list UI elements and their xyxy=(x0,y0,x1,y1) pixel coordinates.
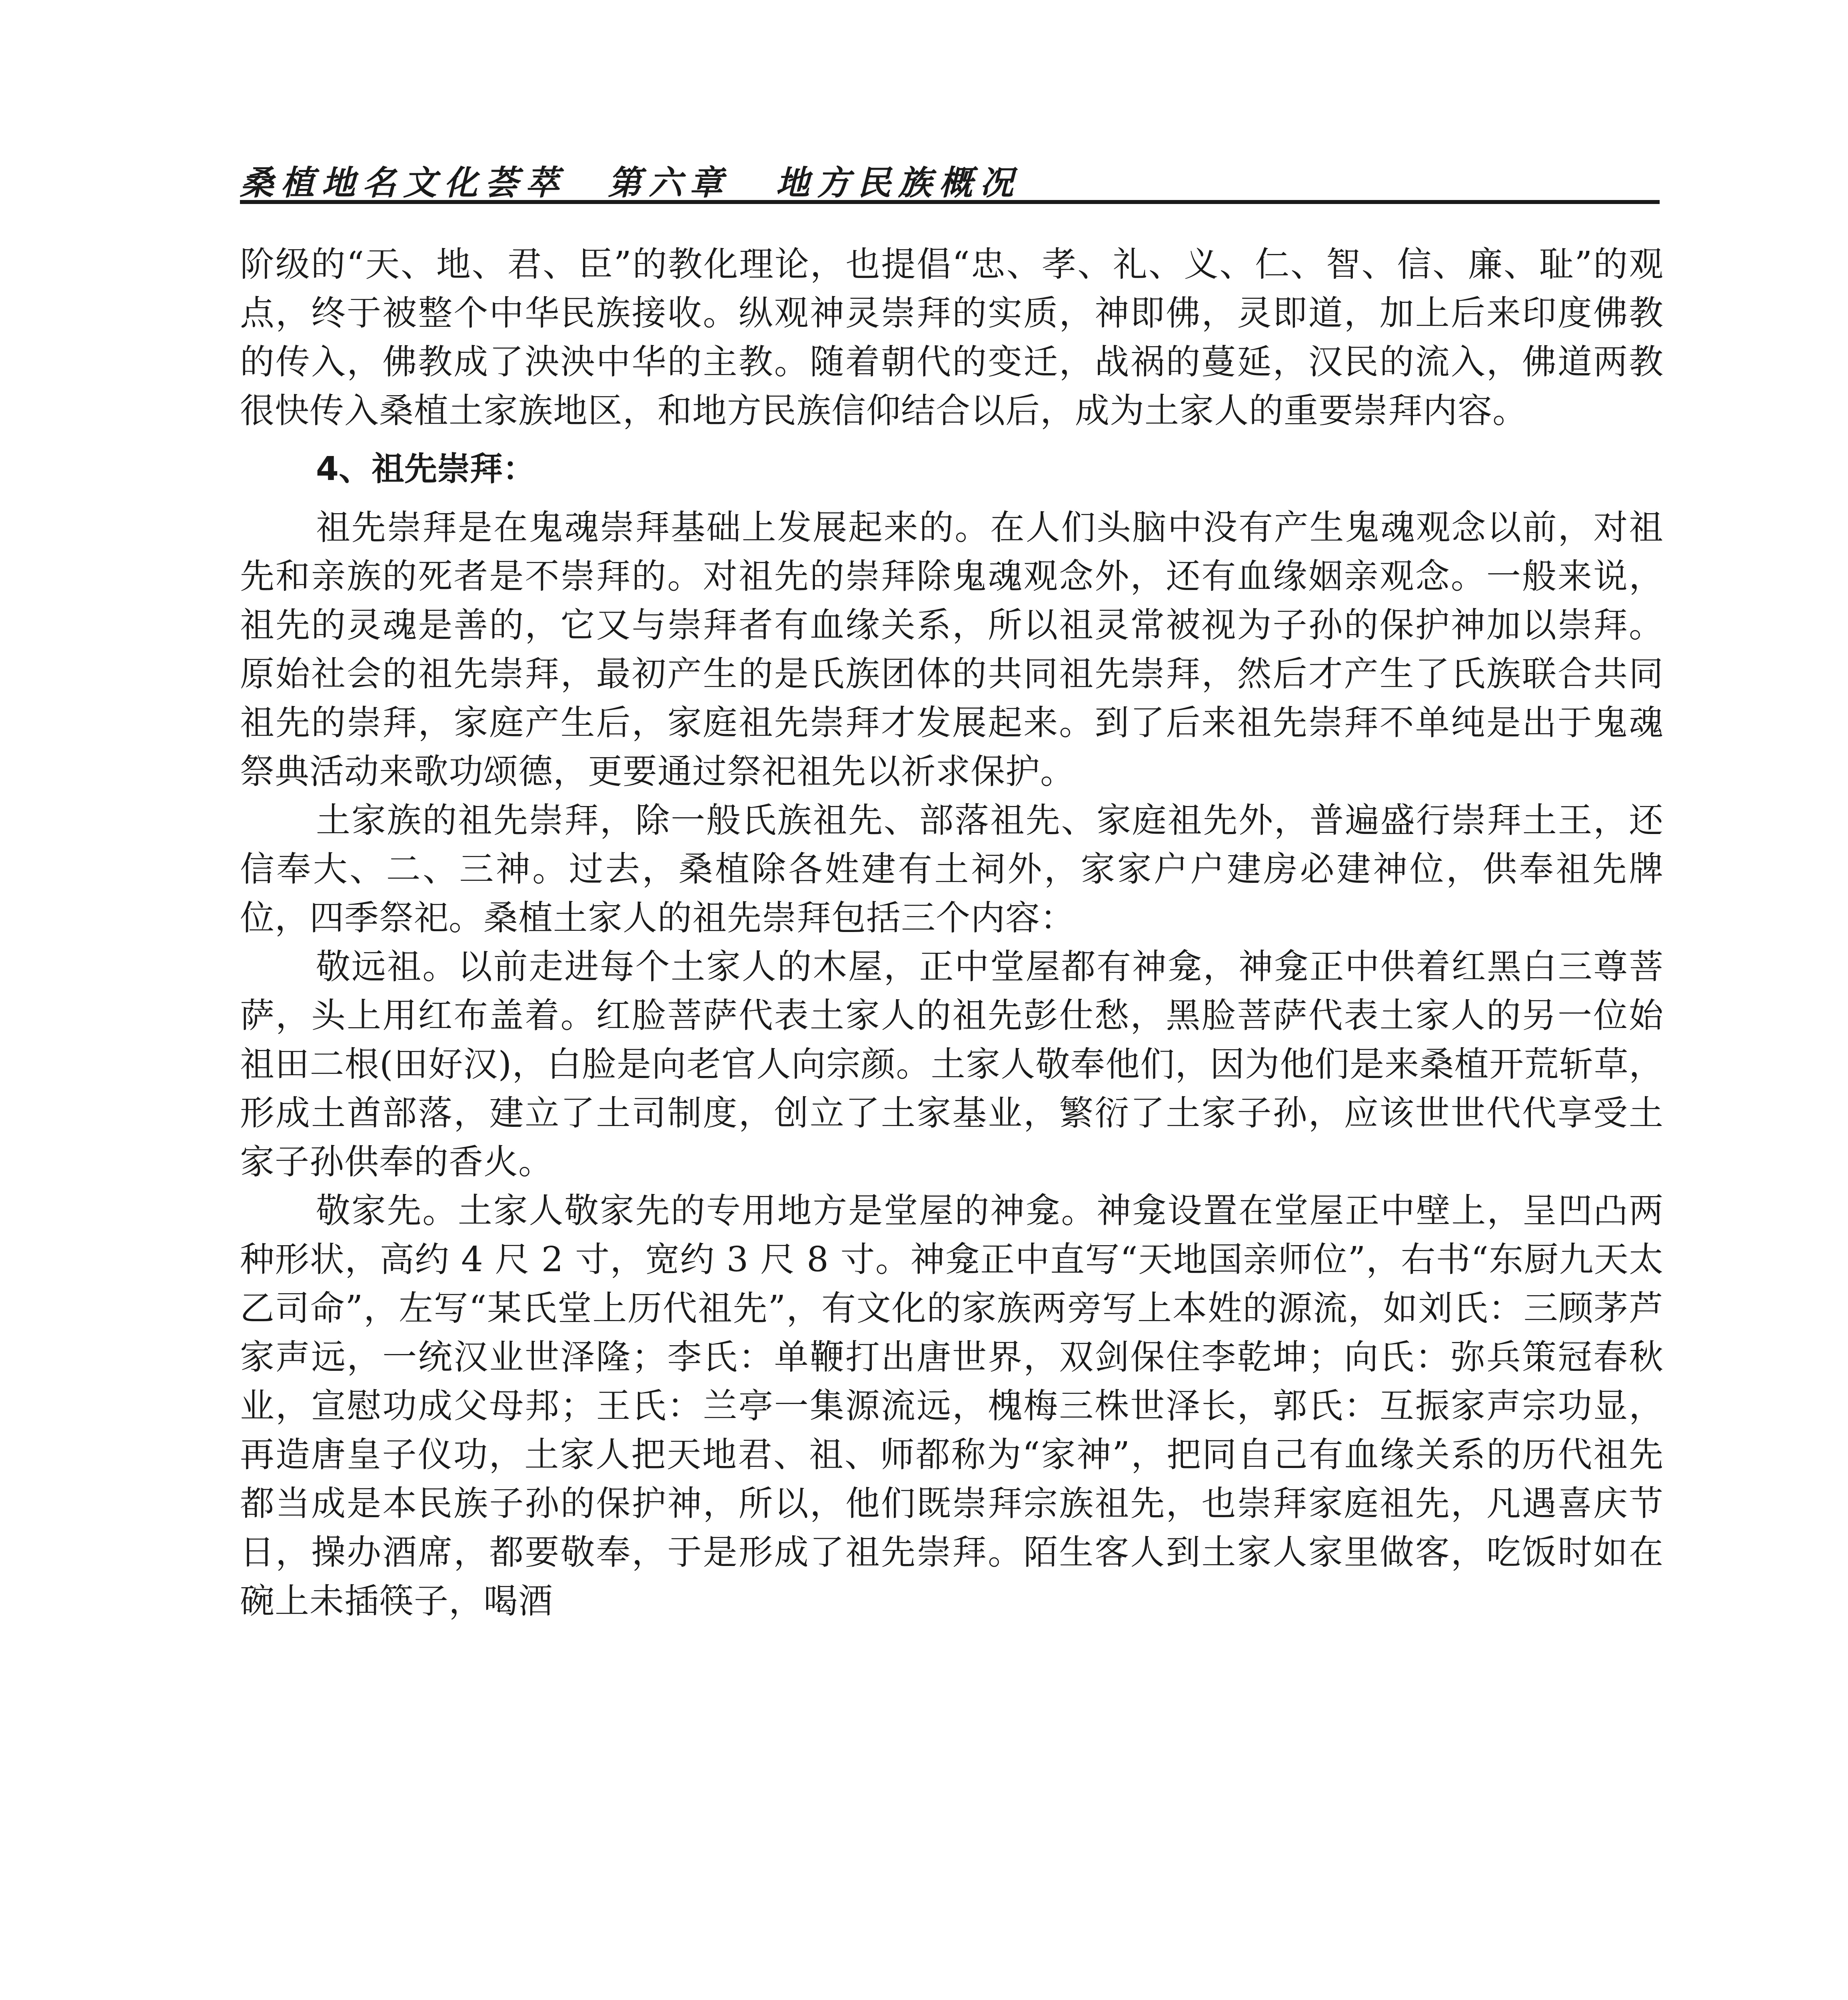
header-book-title: 桑植地名文化荟萃 xyxy=(240,163,567,202)
section-heading: 4、祖先崇拜： xyxy=(316,450,536,488)
header-chapter: 第六章 xyxy=(608,163,731,202)
paragraph-3: 土家族的祖先崇拜，除一般氏族祖先、部落祖先、家庭祖先外，普遍盛行崇拜土王，还信奉大、二、三神。过去，桑植除各姓建有土祠外，家家户户建房必建神位，供奉祖先牌位，四季祭祀。桑植土家人的祖先崇拜包括三个内容： xyxy=(240,800,1664,938)
page-body xyxy=(240,240,1664,2000)
paragraph-1: 阶级的“天、地、君、臣”的教化理论，也提倡“忠、孝、礼、义、仁、智、信、廉、耻”的观点，终于被整个中华民族接收。纵观神灵崇拜的实质，神即佛，灵即道，加上后来印度佛教的传入，佛教成了泱泱中华的主教。随着朝代的变迁，战祸的蔓延，汉民的流入，佛道两教很快传入桑植土家族地区，和地方民族信仰结合以后，成为土家人的重要崇拜内容。 xyxy=(240,244,1664,431)
paragraph-2: 祖先崇拜是在鬼魂崇拜基础上发展起来的。在人们头脑中没有产生鬼魂观念以前，对祖先和亲族的死者是不崇拜的。对祖先的崇拜除鬼魂观念外，还有血缘姻亲观念。一般来说，祖先的灵魂是善的，它又与崇拜者有血缘关系，所以祖灵常被视为子孙的保护神加以崇拜。原始社会的祖先崇拜，最初产生的是氏族团体的共同祖先崇拜，然后才产生了氏族联合共同祖先的崇拜，家庭产生后，家庭祖先崇拜才发展起来。到了后来祖先崇拜不单纯是出于鬼魂祭典活动来歌功颂德，更要通过祭祀祖先以祈求保护。 xyxy=(240,508,1664,792)
running-header xyxy=(240,144,1660,204)
header-chapter-title: 地方民族概况 xyxy=(776,163,1021,202)
paragraph-5: 敬家先。土家人敬家先的专用地方是堂屋的神龛。神龛设置在堂屋正中壁上，呈凹凸两种形状，高约 4 尺 2 寸，宽约 3 尺 8 寸。神龛正中直写“天地国亲师位”，右书“东厨九天太乙司命”，左写“某氏堂上历代祖先”，有文化的家族两旁写上本姓的源流，如刘氏：三顾茅芦家声远，一统汉业世泽隆；李氏：单鞭打出唐世界，双剑保住李乾坤；向氏：弥兵策冠春秋业，宣慰功成父母邦；王氏：兰亭一集源流远，槐梅三株世泽长，郭氏：互振家声宗功显，再造唐皇子仪功，土家人把天地君、祖、师都称为“家神”，把同自己有血缘关系的历代祖先都当成是本民族子孙的保护神，所以，他们既崇拜宗族祖先，也崇拜家庭祖先，凡遇喜庆节日，操办酒席，都要敬奉，于是形成了祖先崇拜。陌生客人到土家人家里做客，吃饭时如在碗上未插筷子，喝酒 xyxy=(240,1191,1664,1621)
paragraph-4: 敬远祖。以前走进每个土家人的木屋，正中堂屋都有神龛，神龛正中供着红黑白三尊菩萨，头上用红布盖着。红脸菩萨代表土家人的祖先彭仕愁，黑脸菩萨代表土家人的另一位始祖田二根(田好汉)，白脸是向老官人向宗颜。土家人敬奉他们，因为他们是来桑植开荒斩草，形成土酋部落，建立了土司制度，创立了土家基业，繁衍了土家子孙，应该世世代代享受土家子孙供奉的香火。 xyxy=(240,947,1664,1182)
